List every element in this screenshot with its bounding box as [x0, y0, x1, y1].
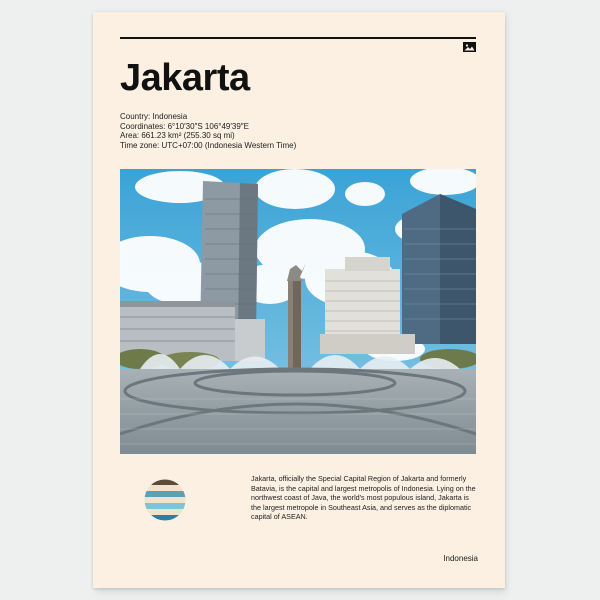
emblem-stripe [144, 515, 186, 521]
image-icon [463, 42, 476, 52]
city-description: Jakarta, officially the Special Capital Region of Jakarta and formerly Batavia, is the capital and largest metropolis of Indonesia. Lying on the northwest coast of Java, the world's most populous island, Jakarta is the largest metropole in Southeast Asia, and serves as the diplomatic capital of ASEAN. [251, 474, 476, 522]
top-rule [120, 37, 476, 39]
poster [93, 12, 505, 588]
right-tower [402, 194, 476, 344]
timezone-line: Time zone: UTC+07:00 (Indonesia Western Time) [120, 140, 297, 150]
emblem-stripe [144, 509, 186, 515]
emblem-stripe [144, 491, 186, 497]
emblem-stripe [144, 479, 186, 485]
coordinates-line: Coordinates: 6°10′30″S 106°49′39″E [120, 121, 249, 131]
area-line: Area: 661.23 km² (255.30 sq mi) [120, 131, 235, 140]
country-footer: Indonesia [443, 554, 478, 563]
emblem-stripe [144, 503, 186, 509]
emblem-stripe [144, 485, 186, 491]
striped-circle-emblem [144, 479, 186, 521]
country-line: Country: Indonesia [120, 112, 188, 121]
city-photo [120, 169, 476, 454]
city-info [120, 112, 296, 150]
photo-illustration [120, 169, 476, 454]
emblem-stripe [144, 497, 186, 503]
city-title: Jakarta [120, 57, 250, 99]
